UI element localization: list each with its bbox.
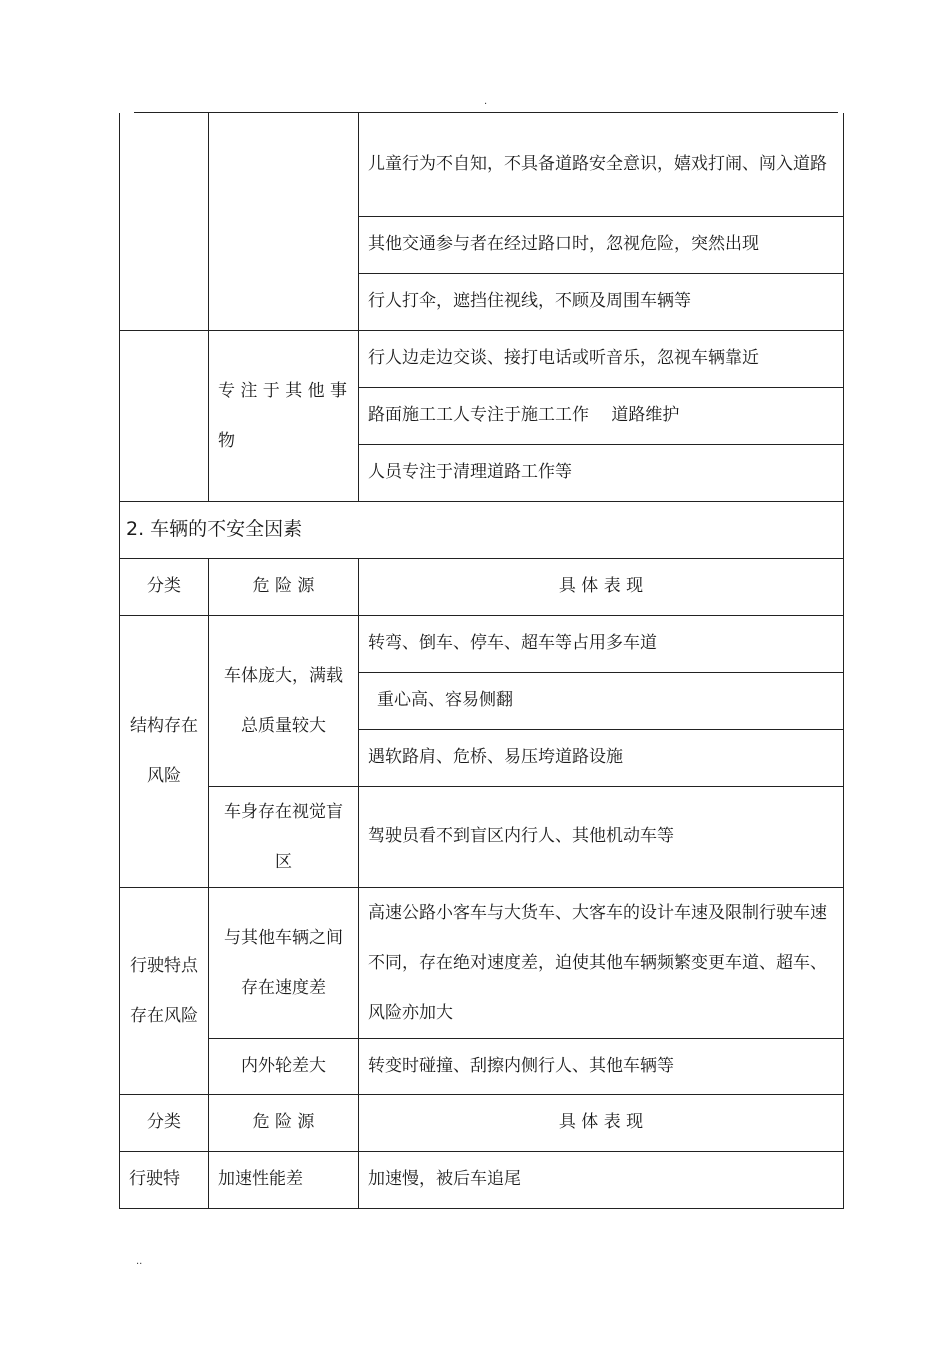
hazard-cell: 车体庞大，满载总质量较大 xyxy=(209,615,359,786)
detail-cell: 其他交通参与者在经过路口时，忽视危险，突然出现 xyxy=(359,216,844,273)
header-mark: . xyxy=(484,96,488,107)
category-cell: 行驶特点存在风险 xyxy=(120,887,209,1094)
column-header-detail: 具 体 表 现 xyxy=(359,1094,844,1151)
hazard-cell-continued xyxy=(209,113,359,330)
column-header-category: 分类 xyxy=(120,1094,209,1151)
detail-cell: 转变时碰撞、刮擦内侧行人、其他车辆等 xyxy=(359,1038,844,1094)
category-cell: 结构存在风险 xyxy=(120,615,209,887)
detail-cell: 转弯、倒车、停车、超车等占用多车道 xyxy=(359,615,844,672)
detail-cell: 驾驶员看不到盲区内行人、其他机动车等 xyxy=(359,786,844,887)
detail-cell: 行人边走边交谈、接打电话或听音乐，忽视车辆靠近 xyxy=(359,330,844,387)
detail-cell: 行人打伞，遮挡住视线，不顾及周围车辆等 xyxy=(359,273,844,330)
detail-cell: 人员专注于清理道路工作等 xyxy=(359,444,844,501)
detail-cell: 高速公路小客车与大货车、大客车的设计车速及限制行驶车速不同，存在绝对速度差，迫使其他车辆频繁变更车道、超车、风险亦加大 xyxy=(359,887,844,1038)
detail-cell: 遇软路肩、危桥、易压垮道路设施 xyxy=(359,729,844,786)
category-cell: 行驶特 xyxy=(120,1151,209,1208)
hazard-cell: 专 注 于 其 他 事 物 xyxy=(209,330,359,501)
section-title: 2. 车辆的不安全因素 xyxy=(120,501,844,558)
detail-cell: 儿童行为不自知，不具备道路安全意识，嬉戏打闹、闯入道路 xyxy=(359,113,844,216)
detail-cell: 重心高、容易侧翻 xyxy=(359,672,844,729)
footer-mark: .. xyxy=(136,1256,143,1267)
column-header-hazard: 危 险 源 xyxy=(209,1094,359,1151)
risk-table xyxy=(119,113,844,1209)
column-header-detail: 具 体 表 现 xyxy=(359,558,844,615)
detail-cell: 路面施工工人专注于施工工作 道路维护 xyxy=(359,387,844,444)
column-header-hazard: 危 险 源 xyxy=(209,558,359,615)
category-cell-continued xyxy=(120,330,209,501)
detail-cell: 加速慢，被后车追尾 xyxy=(359,1151,844,1208)
hazard-cell: 加速性能差 xyxy=(209,1151,359,1208)
hazard-cell: 内外轮差大 xyxy=(209,1038,359,1094)
hazard-cell: 与其他车辆之间存在速度差 xyxy=(209,887,359,1038)
category-cell-continued xyxy=(120,113,209,330)
column-header-category: 分类 xyxy=(120,558,209,615)
hazard-cell: 车身存在视觉盲区 xyxy=(209,786,359,887)
